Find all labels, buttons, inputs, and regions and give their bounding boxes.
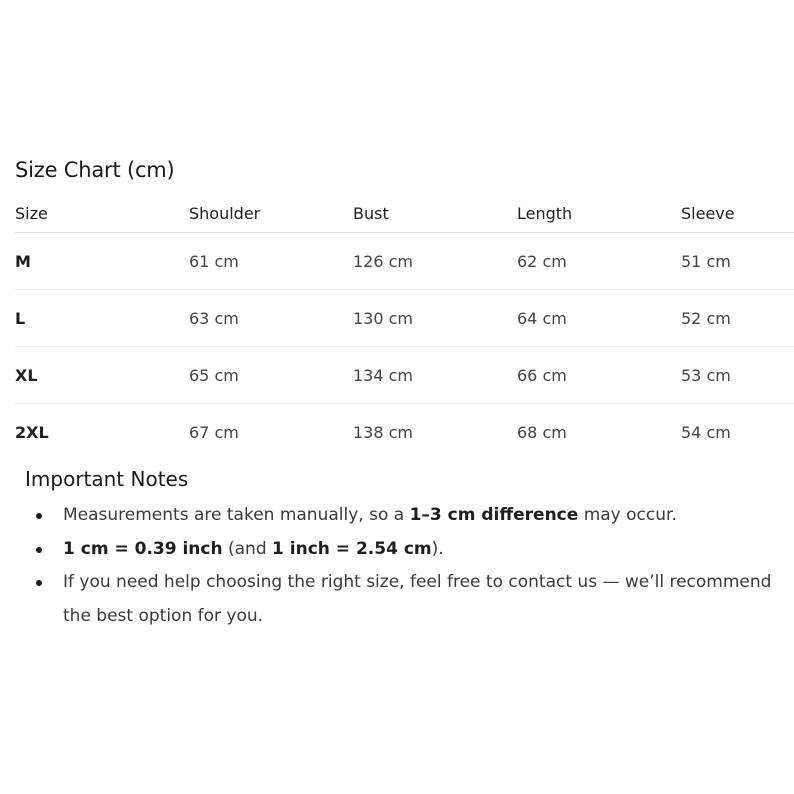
- table-row: [15, 290, 794, 347]
- bullet-icon: [36, 547, 42, 553]
- size-chart-title: Size Chart (cm): [15, 158, 175, 182]
- cell-size: L: [15, 290, 189, 347]
- header-size: Size: [15, 195, 189, 233]
- cell-size: XL: [15, 347, 189, 404]
- cell-shoulder: 65 cm: [189, 347, 353, 404]
- note-text: Measurements are taken manually, so a: [63, 505, 410, 525]
- header-sleeve: Sleeve: [681, 195, 794, 233]
- list-item: [25, 499, 785, 533]
- note-text: ).: [431, 538, 444, 559]
- cell-bust: 126 cm: [353, 233, 517, 290]
- list-item: [25, 566, 785, 633]
- table-row: [15, 347, 794, 404]
- bullet-icon: [36, 580, 42, 586]
- table-header-row: [15, 195, 794, 233]
- cell-shoulder: 61 cm: [189, 233, 353, 290]
- cell-bust: 138 cm: [353, 422, 414, 442]
- size-table: [15, 195, 794, 460]
- notes-title: Important Notes: [25, 467, 189, 491]
- cell-length: 64 cm: [517, 290, 681, 347]
- header-shoulder: Shoulder: [189, 195, 353, 233]
- table-row: [15, 233, 794, 290]
- notes-list: [25, 499, 785, 633]
- note-bold-text: 1 inch = 2.54 cm: [272, 538, 432, 559]
- cell-shoulder: 63 cm: [189, 290, 353, 347]
- bullet-icon: [36, 513, 42, 519]
- note-bold-text: 1–3 cm difference: [409, 505, 579, 525]
- cell-sleeve: 54 cm: [681, 422, 731, 442]
- cell-length: 62 cm: [517, 233, 681, 290]
- cell-size: 2XL: [15, 422, 49, 442]
- note-text: may occur.: [578, 505, 677, 525]
- note-bold-text: 1 cm = 0.39 inch: [63, 538, 223, 559]
- list-item: [25, 533, 785, 567]
- note-text: If you need help choosing the right size, feel free to contact us — we’ll recommend the best option for you.: [63, 572, 772, 626]
- cell-bust: 130 cm: [353, 290, 517, 347]
- cell-sleeve: 53 cm: [681, 347, 794, 404]
- cell-size: M: [15, 233, 189, 290]
- important-notes: [25, 463, 785, 633]
- cell-bust: 134 cm: [353, 347, 517, 404]
- header-length: Length: [517, 195, 681, 233]
- table-row: [15, 404, 794, 461]
- size-chart: [15, 154, 794, 460]
- cell-shoulder: 67 cm: [189, 422, 239, 442]
- cell-sleeve: 52 cm: [681, 290, 794, 347]
- cell-sleeve: 51 cm: [681, 233, 794, 290]
- cell-length: 66 cm: [517, 347, 681, 404]
- header-bust: Bust: [353, 195, 517, 233]
- cell-length: 68 cm: [517, 422, 567, 442]
- note-text: (and: [222, 538, 273, 559]
